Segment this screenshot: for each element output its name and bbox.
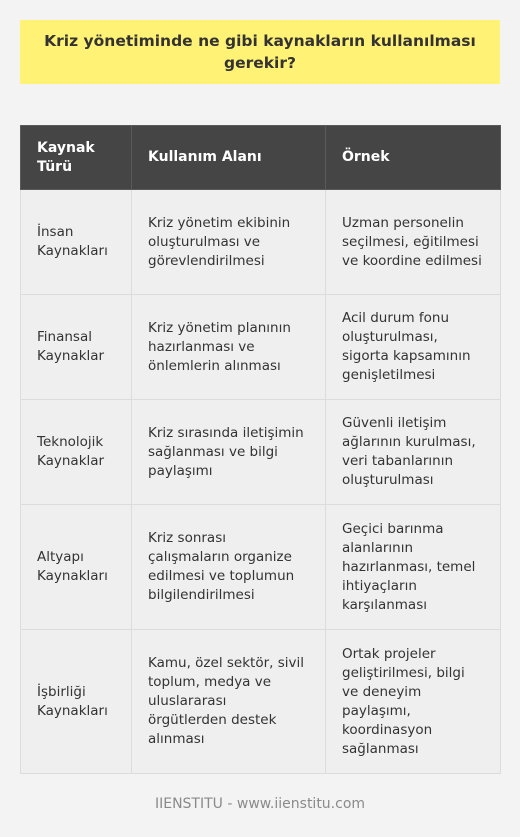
cell-usage-area: Kamu, özel sektör, sivil toplum, medya ve uluslararası örgütlerden destek alınması [132,630,326,774]
cell-usage-area: Kriz sırasında iletişimin sağlanması ve bilgi paylaşımı [132,400,326,505]
cell-usage-area: Kriz yönetim ekibinin oluşturulması ve görevlendirilmesi [132,190,326,295]
cell-usage-area: Kriz yönetim planının hazırlanması ve önlemlerin alınması [132,295,326,400]
resources-table [20,125,501,774]
title-banner [20,20,500,84]
header-usage-area: Kullanım Alanı [132,126,326,190]
header-example: Örnek [326,126,501,190]
footer-credit: IIENSTITU - www.iienstitu.com [154,796,366,812]
cell-resource-type: İşbirliği Kaynakları [21,630,132,774]
cell-example: Acil durum fonu oluşturulması, sigorta kapsamının genişletilmesi [326,295,501,400]
cell-resource-type: Finansal Kaynaklar [21,295,132,400]
cell-example: Güvenli iletişim ağlarının kurulması, veri tabanlarının oluşturulması [326,400,501,505]
cell-example: Geçici barınma alanlarının hazırlanması, temel ihtiyaçların karşılanması [326,505,501,630]
table-header-row [21,126,501,190]
header-resource-type: Kaynak Türü [21,126,132,190]
cell-example: Uzman personelin seçilmesi, eğitilmesi ve koordine edilmesi [326,190,501,295]
table-row [21,505,501,630]
cell-resource-type: Teknolojik Kaynaklar [21,400,132,505]
cell-example: Ortak projeler geliştirilmesi, bilgi ve deneyim paylaşımı, koordinasyon sağlanması [326,630,501,774]
table-row [21,295,501,400]
cell-resource-type: İnsan Kaynakları [21,190,132,295]
page-title: Kriz yönetiminde ne gibi kaynakların kullanılması gerekir? [44,32,476,72]
table-row [21,630,501,774]
table-row [21,190,501,295]
cell-usage-area: Kriz sonrası çalışmaların organize edilmesi ve toplumun bilgilendirilmesi [132,505,326,630]
table-row [21,400,501,505]
cell-resource-type: Altyapı Kaynakları [21,505,132,630]
